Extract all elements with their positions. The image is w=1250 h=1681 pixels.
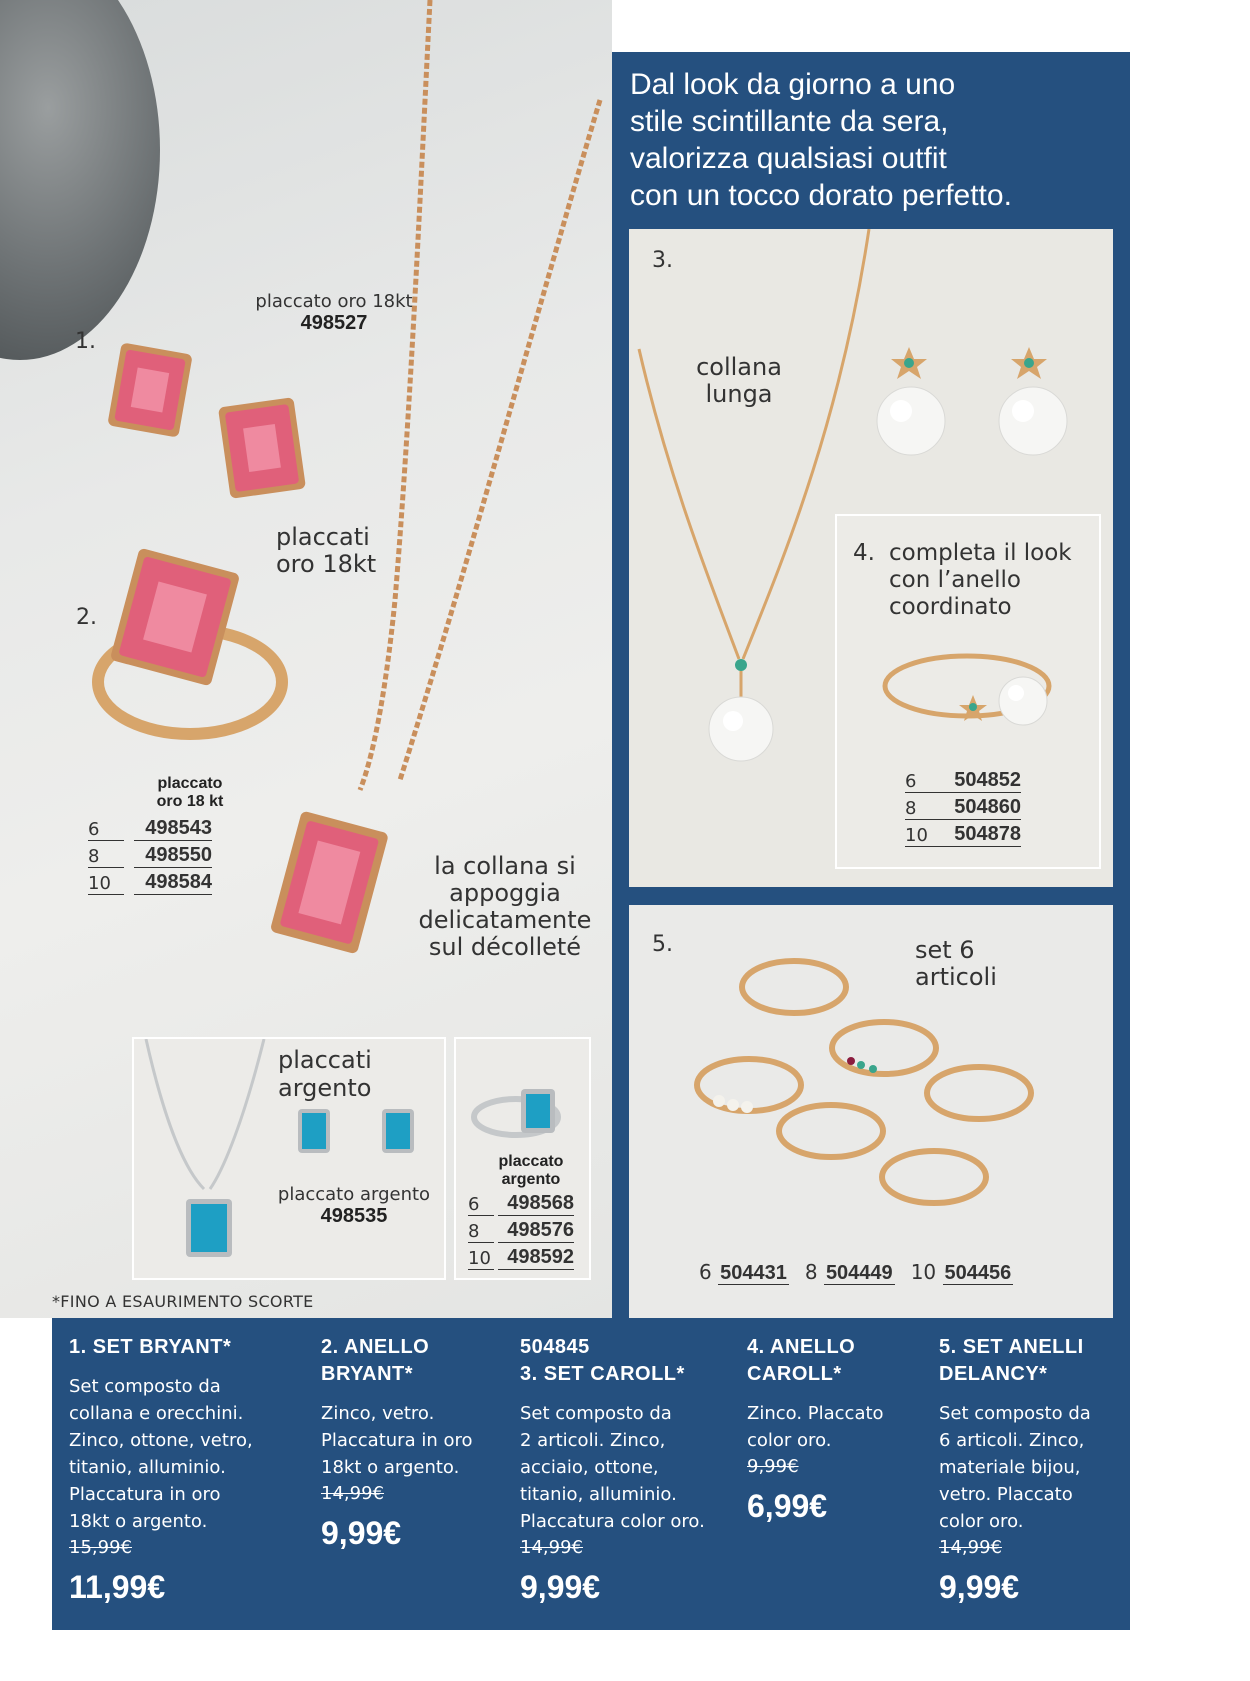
product-title: 1. SET BRYANT* <box>69 1336 232 1358</box>
old-price: 14,99€ <box>939 1537 1002 1558</box>
size-row <box>905 766 1021 793</box>
silver-set-inset <box>132 1037 446 1280</box>
size-value: 10 <box>88 873 124 895</box>
headline-line: Dal look da giorno a uno <box>630 68 956 101</box>
silver-ring-plating <box>486 1153 576 1189</box>
size-code: 504878 <box>945 823 1021 847</box>
delancy-rings-image <box>629 905 1113 1318</box>
product-desc-line: Placcatura in oro <box>321 1430 473 1451</box>
size-value: 6 <box>468 1194 494 1216</box>
silver-ring-plating-line1: placcato <box>498 1153 564 1170</box>
item2-number: 2. <box>76 605 97 630</box>
stock-note: *FINO A ESAURIMENTO SCORTE <box>52 1292 314 1311</box>
size-code: 498543 <box>134 817 212 841</box>
product-desc-line: collana e orecchini. <box>69 1403 244 1424</box>
item4-text <box>889 540 1072 621</box>
left-photo-area <box>0 0 612 1318</box>
product-desc-line: materiale bijou, <box>939 1457 1081 1478</box>
product-desc-line: Placcatura in oro <box>69 1484 221 1505</box>
long-necklace-line: lunga <box>705 380 773 408</box>
size-row <box>905 820 1021 847</box>
product-desc-line: titanio, alluminio. <box>520 1484 677 1505</box>
product-info-band <box>52 1318 1130 1630</box>
product-desc-line: Set composto da <box>520 1403 672 1424</box>
product-column-set-bryant <box>69 1334 299 1606</box>
size-value: 8 <box>804 1260 818 1284</box>
old-price: 9,99€ <box>747 1456 799 1477</box>
size-value: 8 <box>88 846 124 868</box>
size-row <box>468 1243 574 1270</box>
item4-number: 4. <box>853 540 875 566</box>
headline-line: con un tocco dorato perfetto. <box>630 179 1012 212</box>
size-pair <box>805 1260 895 1285</box>
placcati-oro-line2: oro 18kt <box>276 550 377 578</box>
placcati-oro-line1: placcati <box>276 523 370 551</box>
product-desc-line: titanio, alluminio. <box>69 1457 226 1478</box>
set-label <box>915 937 997 991</box>
necklace-caption-line: la collana si <box>434 852 576 880</box>
size-code: 498550 <box>134 844 212 868</box>
price: 6,99€ <box>747 1488 828 1524</box>
necklace-caption-line: sul décolleté <box>428 933 582 961</box>
size-code: 498568 <box>498 1192 574 1216</box>
size-code: 504431 <box>720 1262 787 1284</box>
size-value: 6 <box>699 1260 712 1284</box>
size-row <box>468 1189 574 1216</box>
size-row <box>88 841 212 868</box>
long-necklace-line: collana <box>696 353 782 381</box>
silver-set-plating: placcato argento <box>277 1184 431 1205</box>
size-value: 6 <box>905 771 945 793</box>
product-code: 504845 <box>520 1336 590 1358</box>
product-title: CAROLL* <box>747 1363 842 1385</box>
size-code: 498576 <box>498 1219 574 1243</box>
size-value: 6 <box>88 819 124 841</box>
product-title: BRYANT* <box>321 1363 414 1385</box>
item4-text-line: coordinato <box>889 594 1012 620</box>
ring-plating-line1: placcato <box>157 775 223 792</box>
necklace-caption-line: appoggia <box>449 879 561 907</box>
item4-size-table <box>905 766 1021 847</box>
price: 11,99€ <box>69 1569 166 1605</box>
product-desc-line: Zinco. Placcato <box>747 1403 884 1424</box>
item1-number: 1. <box>75 329 96 354</box>
size-row <box>88 868 212 895</box>
product-desc-line: 2 articoli. Zinco, <box>520 1430 666 1451</box>
old-price: 14,99€ <box>321 1483 384 1504</box>
size-pair <box>911 1260 1014 1285</box>
size-pair <box>699 1260 789 1285</box>
product-desc-line: Zinco, ottone, vetro, <box>69 1430 253 1451</box>
product-desc-line: Zinco, vetro. <box>321 1403 435 1424</box>
product-desc-line: Set composto da <box>939 1403 1091 1424</box>
size-row <box>468 1216 574 1243</box>
headline-line: valorizza qualsiasi outfit <box>630 142 947 175</box>
size-code: 504456 <box>944 1262 1012 1284</box>
price: 9,99€ <box>939 1569 1020 1605</box>
ring-plating-line2: oro 18 kt <box>156 793 224 810</box>
size-code: 504860 <box>945 796 1021 820</box>
size-value: 8 <box>468 1221 494 1243</box>
product-desc-line: vetro. Placcato <box>939 1484 1073 1505</box>
item3-number: 3. <box>652 248 673 273</box>
price: 9,99€ <box>520 1569 601 1605</box>
silver-ring-inset <box>454 1037 591 1280</box>
item5-size-codes <box>699 1260 1013 1285</box>
product-title: 5. SET ANELLI <box>939 1336 1084 1358</box>
product-desc-line: 6 articoli. Zinco, <box>939 1430 1085 1451</box>
silver-ring-plating-line2: argento <box>501 1171 561 1188</box>
set-label-line: set 6 <box>915 936 975 964</box>
ring-size-table <box>88 814 212 895</box>
product-desc-line: color oro. <box>747 1430 832 1451</box>
caroll-photo-box <box>629 229 1113 887</box>
size-value: 10 <box>468 1248 494 1270</box>
product-column-anello-caroll <box>747 1334 927 1525</box>
size-value: 10 <box>910 1260 937 1284</box>
item4-text-line: completa il look <box>889 540 1072 566</box>
item4-inset <box>835 514 1101 869</box>
item1-plating: placcato oro 18kt <box>255 291 413 312</box>
set-label-line: articoli <box>915 963 997 991</box>
size-code: 504852 <box>945 769 1021 793</box>
headline <box>630 66 1120 214</box>
size-row <box>88 814 212 841</box>
silver-ring-image <box>456 1039 589 1149</box>
silver-set-code: 498535 <box>320 1205 388 1227</box>
product-desc-line: 18kt o argento. <box>321 1457 460 1478</box>
delancy-photo-box <box>629 905 1113 1318</box>
silver-label-line1: placcati <box>278 1046 372 1074</box>
necklace-caption-line: delicatamente <box>418 906 592 934</box>
caroll-ring-image <box>877 641 1077 741</box>
old-price: 15,99€ <box>69 1537 132 1558</box>
long-necklace-label <box>679 354 799 408</box>
size-value: 10 <box>905 825 945 847</box>
product-column-anello-bryant <box>321 1334 511 1552</box>
product-desc-line: acciaio, ottone, <box>520 1457 659 1478</box>
product-desc-line: 18kt o argento. <box>69 1511 208 1532</box>
size-row <box>905 793 1021 820</box>
size-code: 504449 <box>825 1262 893 1284</box>
ring-plating <box>140 775 240 811</box>
product-title: DELANCY* <box>939 1363 1048 1385</box>
size-code: 498592 <box>498 1246 574 1270</box>
size-value: 8 <box>905 798 945 820</box>
old-price: 14,99€ <box>520 1537 583 1558</box>
price: 9,99€ <box>321 1515 402 1551</box>
product-column-set-caroll <box>520 1334 740 1606</box>
item5-number: 5. <box>652 932 673 957</box>
right-blue-panel <box>612 52 1130 1318</box>
silver-label-line2: argento <box>278 1074 372 1102</box>
product-title: 4. ANELLO <box>747 1336 856 1358</box>
item4-text-line: con l’anello <box>889 567 1021 593</box>
product-title: 3. SET CAROLL* <box>520 1363 685 1385</box>
product-desc-line: color oro. <box>939 1511 1024 1532</box>
silver-ring-size-table <box>468 1189 574 1270</box>
product-desc-line: Placcatura color oro. <box>520 1511 705 1532</box>
item1-code: 498527 <box>300 312 368 334</box>
product-title: 2. ANELLO <box>321 1336 430 1358</box>
size-code: 498584 <box>134 871 212 895</box>
product-desc-line: Set composto da <box>69 1376 221 1397</box>
product-column-set-anelli-delancy <box>939 1334 1124 1606</box>
headline-line: stile scintillante da sera, <box>630 105 949 138</box>
necklace-caption <box>405 853 605 961</box>
